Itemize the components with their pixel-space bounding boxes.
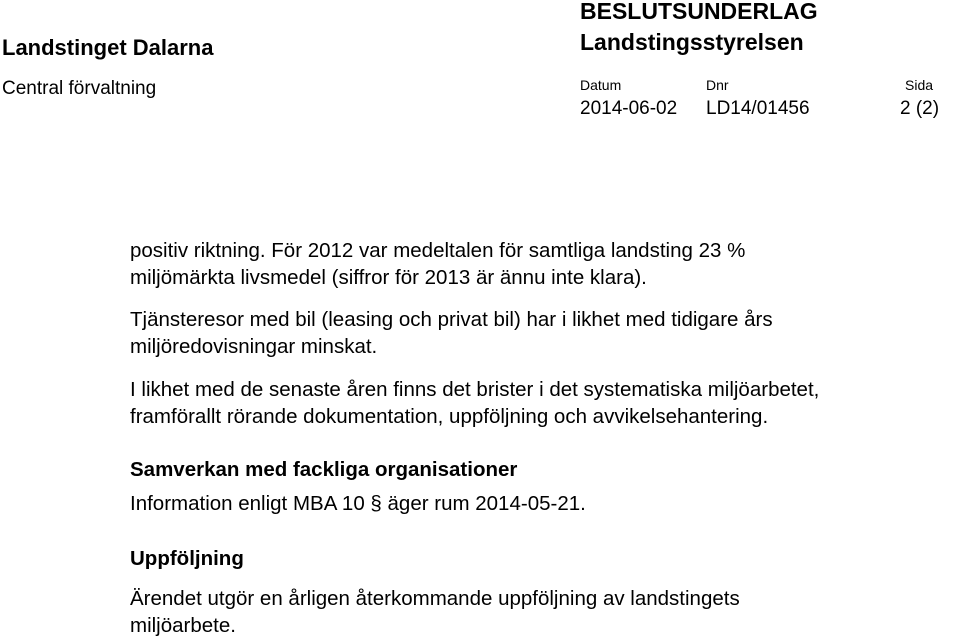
date-label: Datum [580,77,622,93]
text-line: miljöarbete. [130,614,236,637]
text-line: positiv riktning. För 2012 var medeltalen för samtliga landsting 23 % [130,239,746,262]
text-line: miljöredovisningar minskat. [130,335,378,358]
organization-name: Landstinget Dalarna [2,35,214,60]
text-line: Ärendet utgör en årligen återkommande uppföljning av landstingets [130,587,740,610]
dnr-label: Dnr [706,77,729,93]
date-value: 2014-06-02 [580,98,678,119]
paragraph-food-labeling [130,237,960,291]
text-line: miljömärkta livsmedel (siffror för 2013 är ännu inte klara). [130,266,647,289]
text-line: framförallt rörande dokumentation, uppföljning och avvikelsehantering. [130,405,769,428]
paragraph-shortcomings [130,376,960,430]
text-line: I likhet med de senaste åren finns det brister i det systematiska miljöarbetet, [130,378,820,401]
section-heading-follow-up: Uppföljning [130,547,244,570]
dnr-value: LD14/01456 [706,98,810,119]
paragraph-union-information: Information enligt MBA 10 § äger rum 2014-05-21. [130,492,586,515]
paragraph-follow-up [130,585,960,639]
text-line: Tjänsteresor med bil (leasing och privat bil) har i likhet med tidigare års [130,308,773,331]
page-label: Sida [905,77,934,93]
section-heading-union-cooperation: Samverkan med fackliga organisationer [130,458,518,481]
page-number: 2 (2) [900,98,940,119]
document-type: BESLUTSUNDERLAG [580,0,818,24]
paragraph-business-travel [130,306,960,360]
department-name: Central förvaltning [2,78,157,99]
decision-body: Landstingsstyrelsen [580,29,804,55]
